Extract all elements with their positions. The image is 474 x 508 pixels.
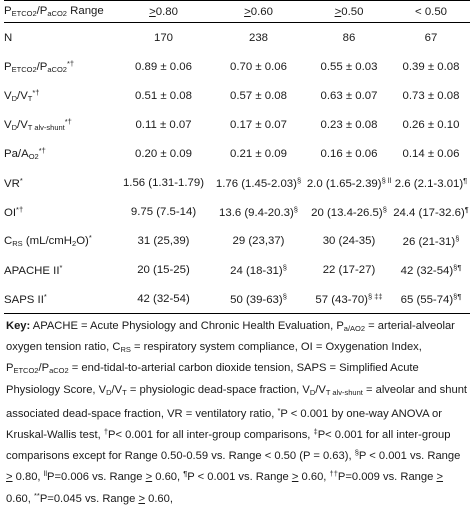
row-label: $Pa/A_{O2}^{*\dagger}$ [4,146,46,161]
table-cell: 20 (15-25) [137,263,190,276]
row-label: $V_D/V_{T alv-shunt}^{*\dagger}$ [4,117,72,132]
table-header-row [4,1,470,23]
table-cell: 2.6 (2.1-3.01)¶ [394,175,468,190]
table-cell: 31 (25,39) [137,234,190,247]
table-cell: 1.76 (1.45-2.03)§ [215,175,302,190]
table-cell: 24.4 (17-32.6)¶ [393,204,469,219]
table-cell: 0.55 ± 0.03 [320,60,378,73]
table-cell: 65 (55-74)§¶ [392,284,470,314]
table-row [4,139,470,168]
row-label: APACHE II* [4,262,63,277]
table-cell: 22 (17-27) [322,263,376,276]
table-cell: 0.73 ± 0.08 [402,89,460,102]
row-label: N [4,31,13,44]
column-header-1: >0.80 [116,1,211,23]
table-cell: 0.89 ± 0.06 [135,60,192,73]
table-cell: 0.14 ± 0.06 [402,147,460,160]
table-row [4,81,470,110]
table-cell: 30 (24-35) [322,234,376,247]
row-label: $P_{ETCO2}/P_{aCO2}^{*\dagger}$ [4,59,75,74]
table-cell: 0.39 ± 0.08 [402,60,460,73]
table-cell: 0.26 ± 0.10 [402,118,460,131]
table-row [4,52,470,81]
table-cell: 26 (21-31)§ [402,233,460,248]
key-label: Key: [6,320,31,332]
table-cell: 50 (39-63)§ [211,284,306,314]
table-row [4,110,470,139]
table-row [4,284,470,314]
table-cell: 2.0 $(1.65-2.39)^{\S ll}$ [306,175,392,190]
table-footnote: Key: APACHE = Acute Physiology and Chronic Health Evaluation, $P_{a/AO2}$ = arterial-alveolar oxygen tension ratio, $C_{RS}$ = respiratory system compliance, OI = Oxygenation Index, $P_{ETCO2}/P_{aCO2}$ = end-tidal-to-arterial carbon dioxide tension, SAPS = Simplified Acute Physiology Score, $V_D/V_T$ = physiologic dead-space fraction, $V_D/V_{T alv-shunt}$ = alveolar and shunt associated dead-space fraction, VR = ventilatory ratio, *P < 0.001 by one-way ANOVA or Kruskal-Wallis test, †P< 0.001 for all inter-group comparisons, ‡P< 0.001 for all inter-group comparisons except for Range 0.50-0.59 vs. Range < 0.50 (P = 0.63), §P < 0.001 vs. Range > 0.80, $^{ll}$P=0.006 vs. Range > 0.60, ¶P < 0.001 vs. Range > 0.60, ††P=0.009 vs. Range > 0.60, **P=0.045 vs. Range > 0.60, [6,320,468,505]
table-cell: 20 (13.4-26.5)§ [311,204,387,219]
table-cell: 0.70 ± 0.06 [230,60,287,73]
table-cell: 42 (32-54) [116,284,211,314]
table-cell: 0.21 ± 0.09 [230,147,287,160]
table-cell: 9.75 (7.5-14) [130,205,197,218]
table-cell: 1.56 (1.31-1.79) [122,176,205,189]
table-cell: 0.51 ± 0.08 [135,89,192,102]
table-row [4,23,470,53]
row-label: $V_D/V_T^{*\dagger}$ [4,88,40,103]
table-row [4,255,470,284]
table-cell: 67 [424,31,438,44]
table-cell: 42 (32-54)§¶ [400,262,462,277]
table-row [4,168,470,197]
table-cell: 0.16 ± 0.06 [320,147,378,160]
range-header-label: $P_{ETCO2}/P_{aCO2}$ Range [4,1,116,23]
table-cell: 0.23 ± 0.08 [320,118,378,131]
row-label: SAPS II* [4,284,116,314]
row-label: $C_{RS}$ (mL/cmH$_2$O)* [4,233,92,248]
results-table [4,0,470,314]
table-cell: 170 [153,31,173,44]
table-cell: 0.63 ± 0.07 [320,89,378,102]
table-cell: 13.6 (9.4-20.3)§ [219,204,298,219]
table-cell: 0.11 ± 0.07 [135,118,192,131]
table-cell: 24 (18-31)§ [230,262,287,277]
table-row [4,197,470,226]
column-header-4: < 0.50 [392,1,470,23]
table-cell: 238 [248,31,268,44]
column-header-3: >0.50 [306,1,392,23]
table-cell: 0.17 ± 0.07 [230,118,287,131]
table-cell: 29 (23,37) [232,234,285,247]
table-cell: 86 [342,31,356,44]
column-header-2: >0.60 [211,1,306,23]
row-label: VR* [4,175,23,190]
table-cell: 57 (43-70)§ ‡‡ [306,284,392,314]
table-cell: 0.57 ± 0.08 [230,89,287,102]
row-label: OI*† [4,204,24,219]
table-cell: 0.20 ± 0.09 [135,147,192,160]
table-row [4,226,470,255]
